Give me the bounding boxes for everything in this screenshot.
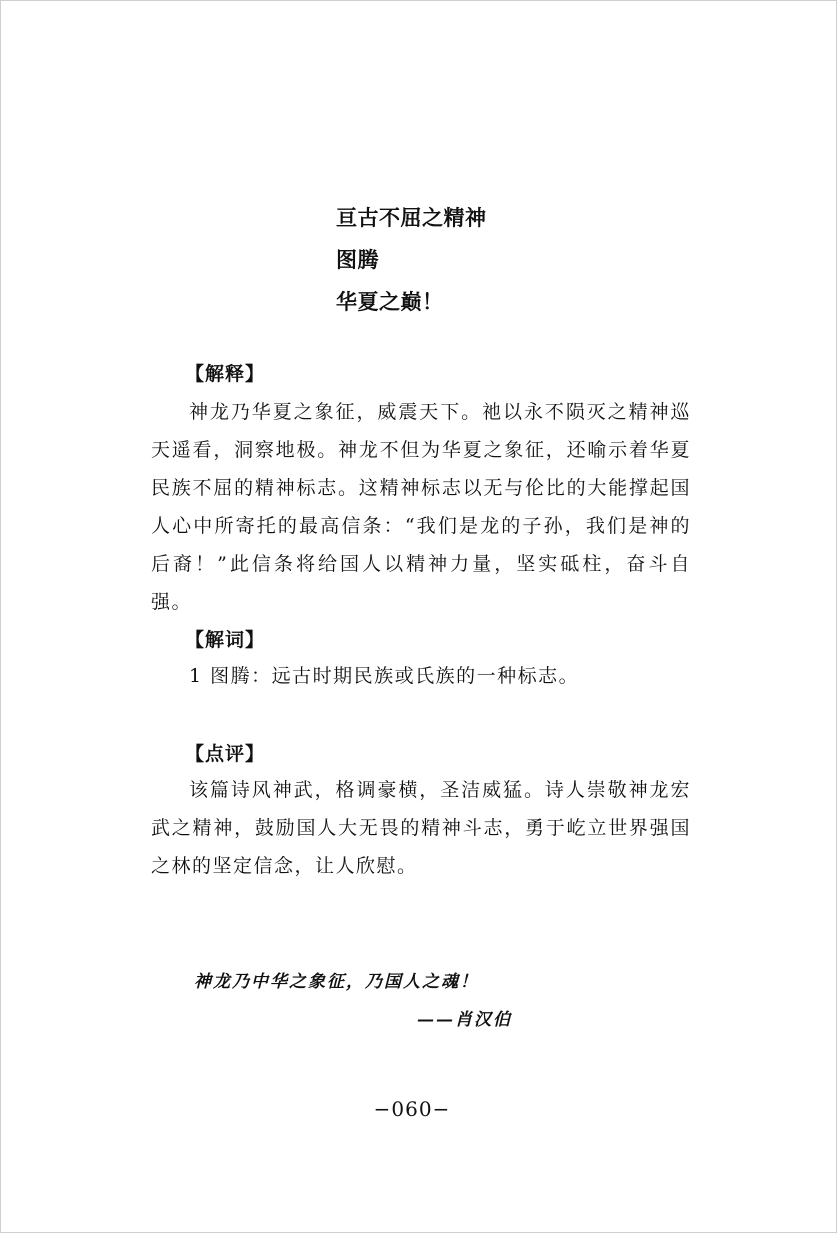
page-number: −060− — [373, 1097, 451, 1121]
quote-author: ——肖汉伯 — [417, 1010, 512, 1030]
commentary-heading: 【点评】 — [185, 743, 266, 765]
poem-line-3: 华夏之巅！ — [336, 290, 444, 314]
explanation-text: 神龙乃华夏之象征，威震天下。祂以永不陨灭之精神巡天遥看，洞察地极。神龙不但为华夏之象征，还喻示着华夏民族不屈的精神标志。这精神标志以无与伦比的大能撑起国人心中所寄托的最高信条：“我们是龙的子孙，我们是神的后裔！”此信条将给国人以精神力量，坚实砥柱，奋斗自强。 — [151, 401, 691, 613]
poem-block — [336, 197, 487, 323]
glossary-heading: 【解词】 — [185, 629, 266, 651]
closing-quote: 神龙乃中华之象征，乃国人之魂！ — [194, 972, 479, 992]
explanation-heading: 【解释】 — [185, 363, 266, 385]
poem-line-1: 亘古不屈之精神 — [336, 206, 487, 230]
glossary-text: 1 图腾：远古时期民族或氏族的一种标志。 — [189, 665, 580, 687]
commentary-text: 该篇诗风神武，格调豪横，圣洁威猛。诗人崇敬神龙宏武之精神，鼓励国人大无畏的精神斗志，勇于屹立世界强国之林的坚定信念，让人欣慰。 — [151, 779, 691, 877]
poem-line-2: 图腾 — [336, 248, 379, 272]
